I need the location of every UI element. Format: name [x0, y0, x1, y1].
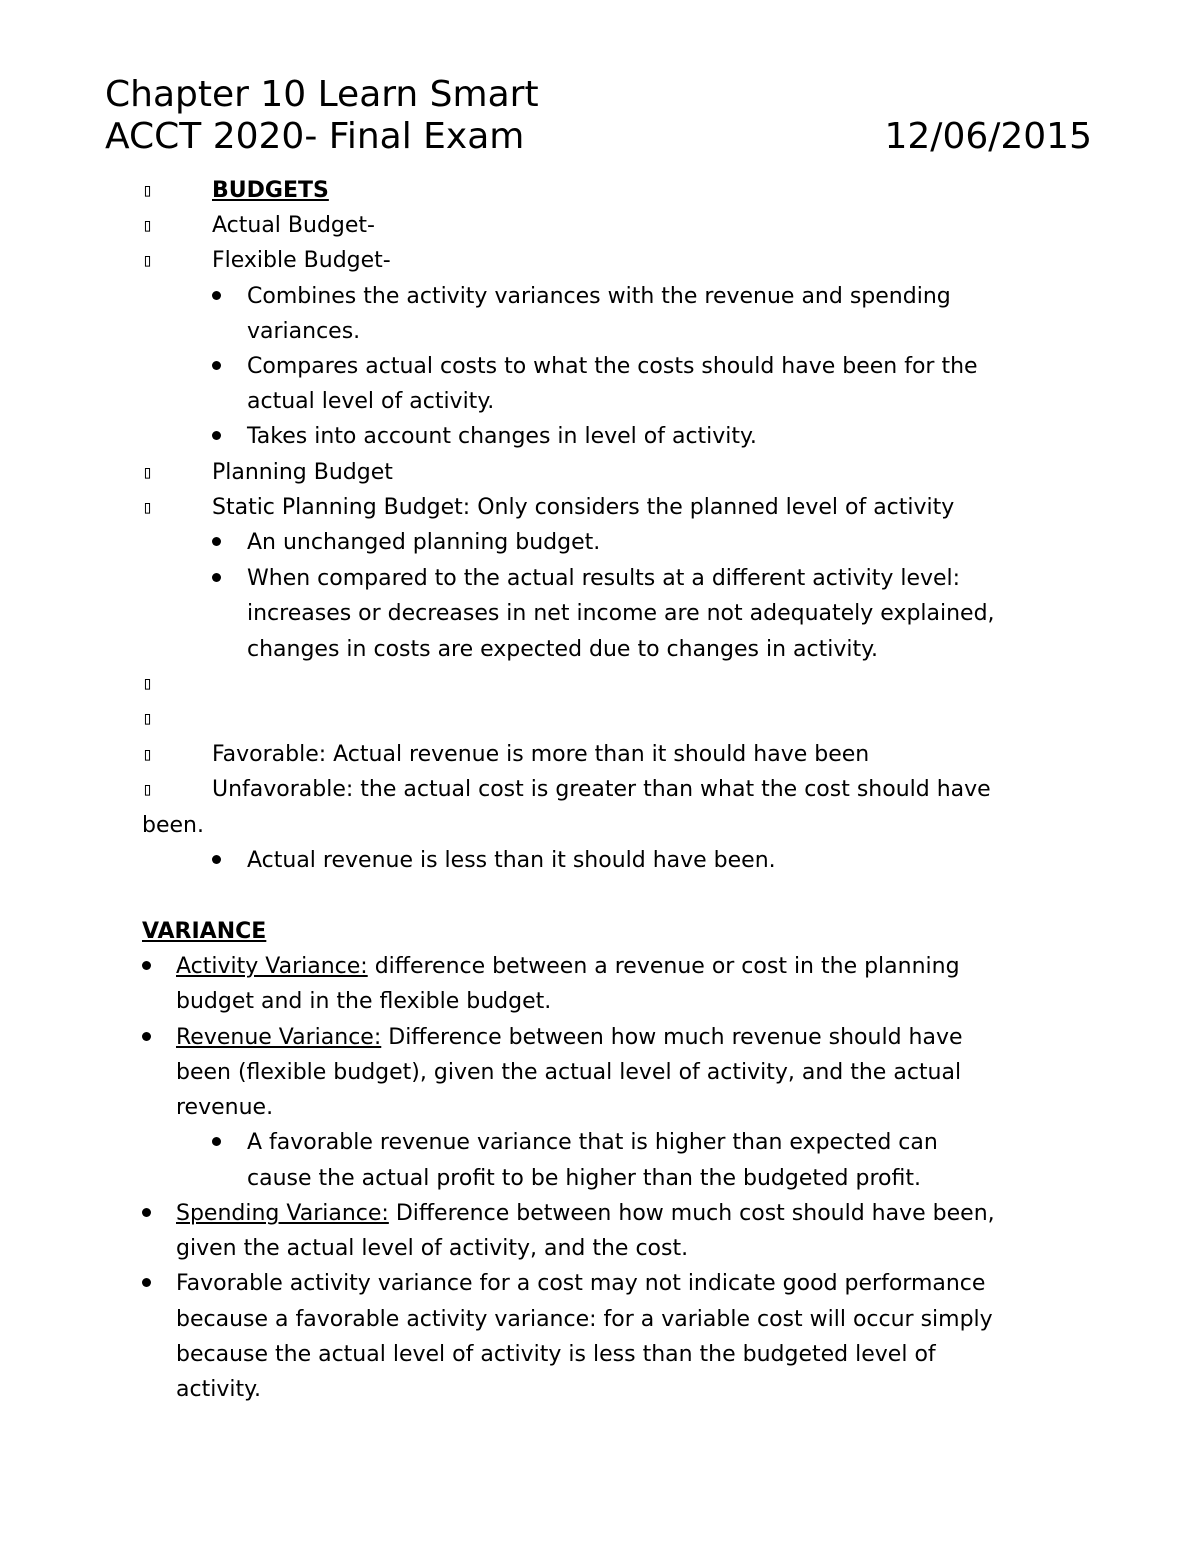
static-point-2-line-1: When compared to the actual results at a different activity level:	[247, 566, 961, 591]
favorable-definition: Favorable: Actual revenue is more than it should have been	[212, 742, 870, 767]
actual-budget: Actual Budget-	[212, 213, 375, 238]
spending-variance-line-2: given the actual level of activity, and the cost.	[176, 1236, 689, 1261]
activity-variance-line-1	[176, 949, 960, 984]
bullet-dot-icon	[212, 537, 221, 546]
activity-variance-line-2: budget and in the flexible budget.	[176, 989, 552, 1014]
bullet-dot-icon	[212, 1137, 221, 1146]
box-bullet-icon: ▯	[142, 215, 153, 236]
course-title: ACCT 2020- Final Exam	[105, 116, 525, 157]
revenue-variance-line-2: been (flexible budget), given the actual level of activity, and the actual	[176, 1060, 962, 1085]
flexible-point-3: Takes into account changes in level of activity.	[247, 424, 757, 449]
revenue-variance-line-1	[176, 1020, 963, 1055]
box-bullet-icon: ▯	[142, 744, 153, 765]
favorable-activity-line-4: activity.	[176, 1377, 261, 1402]
box-bullet-icon: ▯	[142, 250, 153, 271]
flexible-budget: Flexible Budget-	[212, 248, 391, 273]
box-bullet-icon: ▯	[142, 673, 153, 694]
spending-variance-text: Difference between how much cost should have been,	[388, 1201, 995, 1226]
revenue-variance-term: Revenue Variance:	[176, 1025, 382, 1050]
activity-variance-term: Activity Variance:	[176, 954, 368, 979]
flexible-point-1-line-2: variances.	[247, 319, 361, 344]
favorable-activity-line-3: because the actual level of activity is less than the budgeted level of	[176, 1342, 936, 1367]
unfavorable-point: Actual revenue is less than it should have been.	[247, 848, 776, 873]
revenue-subpoint-line-2: cause the actual profit to be higher than the budgeted profit.	[247, 1166, 921, 1191]
bullet-dot-icon	[142, 1208, 151, 1217]
static-point-2-line-2: increases or decreases in net income are not adequately explained,	[247, 601, 995, 626]
activity-variance-text: difference between a revenue or cost in the planning	[367, 954, 960, 979]
bullet-dot-icon	[212, 291, 221, 300]
variance-heading: VARIANCE	[142, 919, 267, 944]
box-bullet-icon: ▯	[142, 462, 153, 483]
favorable-activity-line-1: Favorable activity variance for a cost may not indicate good performance	[176, 1271, 986, 1296]
unfavorable-definition-line-1: Unfavorable: the actual cost is greater than what the cost should have	[212, 777, 991, 802]
box-bullet-icon: ▯	[142, 708, 153, 729]
bullet-dot-icon	[212, 431, 221, 440]
doc-date: 12/06/2015	[884, 116, 1092, 157]
static-point-1: An unchanged planning budget.	[247, 530, 601, 555]
bullet-dot-icon	[212, 855, 221, 864]
spending-variance-line-1	[176, 1196, 995, 1231]
flexible-point-1-line-1: Combines the activity variances with the revenue and spending	[247, 284, 951, 309]
bullet-dot-icon	[212, 573, 221, 582]
revenue-variance-line-3: revenue.	[176, 1095, 274, 1120]
bullet-dot-icon	[212, 361, 221, 370]
box-bullet-icon: ▯	[142, 180, 153, 201]
bullet-dot-icon	[142, 961, 151, 970]
box-bullet-icon: ▯	[142, 779, 153, 800]
doc-title: Chapter 10 Learn Smart	[105, 74, 539, 115]
box-bullet-icon: ▯	[142, 497, 153, 518]
static-point-2-line-3: changes in costs are expected due to changes in activity.	[247, 637, 878, 662]
spending-variance-term: Spending Variance:	[176, 1201, 389, 1226]
planning-budget: Planning Budget	[212, 460, 393, 485]
revenue-variance-text: Difference between how much revenue should have	[381, 1025, 963, 1050]
revenue-subpoint-line-1: A favorable revenue variance that is higher than expected can	[247, 1130, 938, 1155]
favorable-activity-line-2: because a favorable activity variance: for a variable cost will occur simply	[176, 1307, 993, 1332]
unfavorable-definition-line-2: been.	[142, 813, 204, 838]
flexible-point-2-line-2: actual level of activity.	[247, 389, 495, 414]
bullet-dot-icon	[142, 1278, 151, 1287]
static-planning-budget: Static Planning Budget: Only considers the planned level of activity	[212, 495, 955, 520]
budgets-heading: BUDGETS	[212, 178, 329, 203]
bullet-dot-icon	[142, 1032, 151, 1041]
flexible-point-2-line-1: Compares actual costs to what the costs should have been for the	[247, 354, 978, 379]
